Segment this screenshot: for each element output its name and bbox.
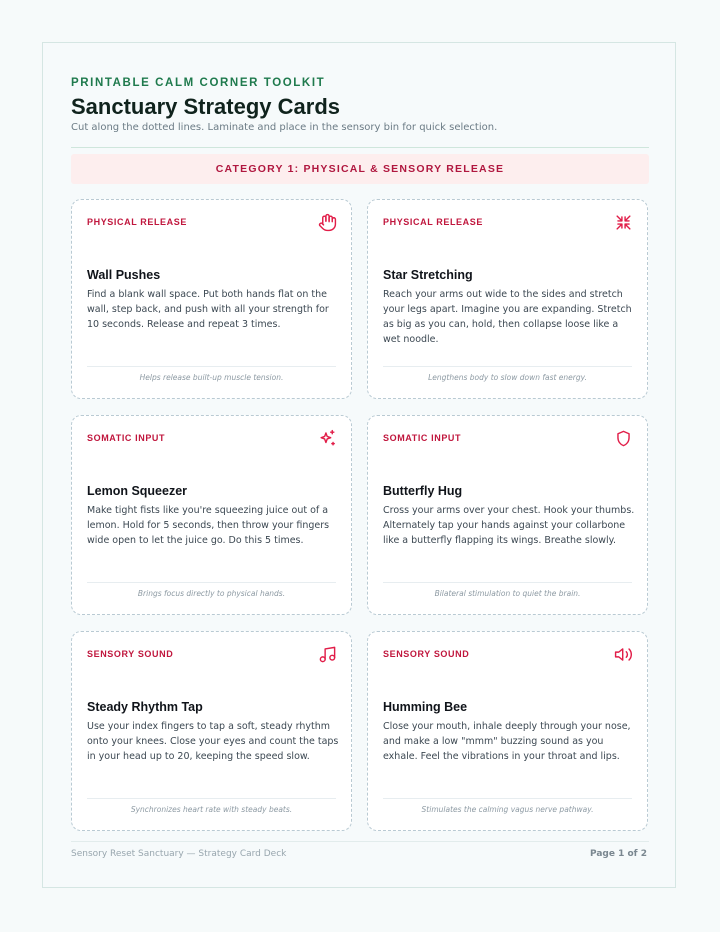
card-category: SENSORY SOUND bbox=[383, 649, 470, 659]
card-benefit: Brings focus directly to physical hands. bbox=[137, 589, 286, 598]
card-benefit: Stimulates the calming vagus nerve pathway. bbox=[421, 805, 594, 814]
card-divider bbox=[383, 366, 632, 367]
card-title: Butterfly Hug bbox=[383, 484, 463, 498]
shrink-arrows-icon bbox=[614, 213, 633, 232]
card-divider bbox=[87, 798, 336, 799]
card-instructions: Cross your arms over your chest. Hook your thumbs. Alternately tap your hands against your collarbone like a butterfly flapping its wings. Breathe slowly. bbox=[383, 505, 635, 546]
card-benefit: Synchronizes heart rate with steady beats. bbox=[130, 805, 293, 814]
card-title: Lemon Squeezer bbox=[87, 484, 188, 498]
card-category: PHYSICAL RELEASE bbox=[87, 217, 187, 227]
kicker: PRINTABLE CALM CORNER TOOLKIT bbox=[71, 77, 326, 89]
card-instructions: Use your index fingers to tap a soft, steady rhythm onto your knees. Close your eyes and count the taps in your head up to 20, keeping the speed slow. bbox=[87, 721, 339, 762]
card-instructions: Close your mouth, inhale deeply through your nose, and make a low "mmm" buzzing sound as you exhale. Feel the vibrations in your throat and lips. bbox=[383, 721, 631, 762]
strategy-card-butterfly-hug bbox=[367, 415, 648, 615]
shield-icon bbox=[614, 429, 633, 448]
footer-deck-name: Sensory Reset Sanctuary — Strategy Card Deck bbox=[71, 849, 287, 859]
card-instructions: Find a blank wall space. Put both hands flat on the wall, step back, and push with all your strength for 10 seconds. Release and repeat 3 times. bbox=[87, 289, 329, 330]
card-benefit: Bilateral stimulation to quiet the brain. bbox=[434, 589, 581, 598]
strategy-card-steady-rhythm-tap bbox=[71, 631, 352, 831]
page-title: Sanctuary Strategy Cards bbox=[71, 94, 340, 119]
card-category: SENSORY SOUND bbox=[87, 649, 174, 659]
speaker-icon bbox=[614, 645, 633, 664]
sparkles-icon bbox=[318, 429, 337, 448]
card-title: Humming Bee bbox=[383, 700, 468, 714]
hand-icon bbox=[318, 213, 337, 232]
music-note-icon bbox=[318, 645, 337, 664]
card-title: Star Stretching bbox=[383, 268, 473, 282]
card-instructions: Reach your arms out wide to the sides and stretch your legs apart. Imagine you are expanding. Stretch as big as you can, hold, then collapse loose like a wet noodle. bbox=[383, 289, 632, 345]
page-subtitle: Cut along the dotted lines. Laminate and place in the sensory bin for quick selection. bbox=[71, 122, 498, 133]
printable-page bbox=[42, 42, 676, 888]
header-divider bbox=[71, 147, 649, 148]
strategy-card-star-stretching bbox=[367, 199, 648, 399]
card-category: SOMATIC INPUT bbox=[383, 433, 462, 443]
card-divider bbox=[87, 366, 336, 367]
strategy-card-wall-pushes bbox=[71, 199, 352, 399]
card-title: Steady Rhythm Tap bbox=[87, 700, 203, 714]
page-number: Page 1 of 2 bbox=[590, 849, 647, 859]
footer-divider bbox=[71, 841, 649, 842]
card-category: SOMATIC INPUT bbox=[87, 433, 166, 443]
card-divider bbox=[383, 798, 632, 799]
card-divider bbox=[383, 582, 632, 583]
card-instructions: Make tight fists like you're squeezing juice out of a lemon. Hold for 5 seconds, then throw your fingers wide open to let the juice go. Do this 5 times. bbox=[87, 505, 330, 546]
strategy-card-humming-bee bbox=[367, 631, 648, 831]
category-banner: CATEGORY 1: PHYSICAL & SENSORY RELEASE bbox=[71, 154, 649, 184]
strategy-card-lemon-squeezer bbox=[71, 415, 352, 615]
card-category: PHYSICAL RELEASE bbox=[383, 217, 483, 227]
card-title: Wall Pushes bbox=[87, 268, 161, 282]
card-benefit: Lengthens body to slow down fast energy. bbox=[428, 373, 587, 382]
card-divider bbox=[87, 582, 336, 583]
card-benefit: Helps release built-up muscle tension. bbox=[139, 373, 284, 382]
